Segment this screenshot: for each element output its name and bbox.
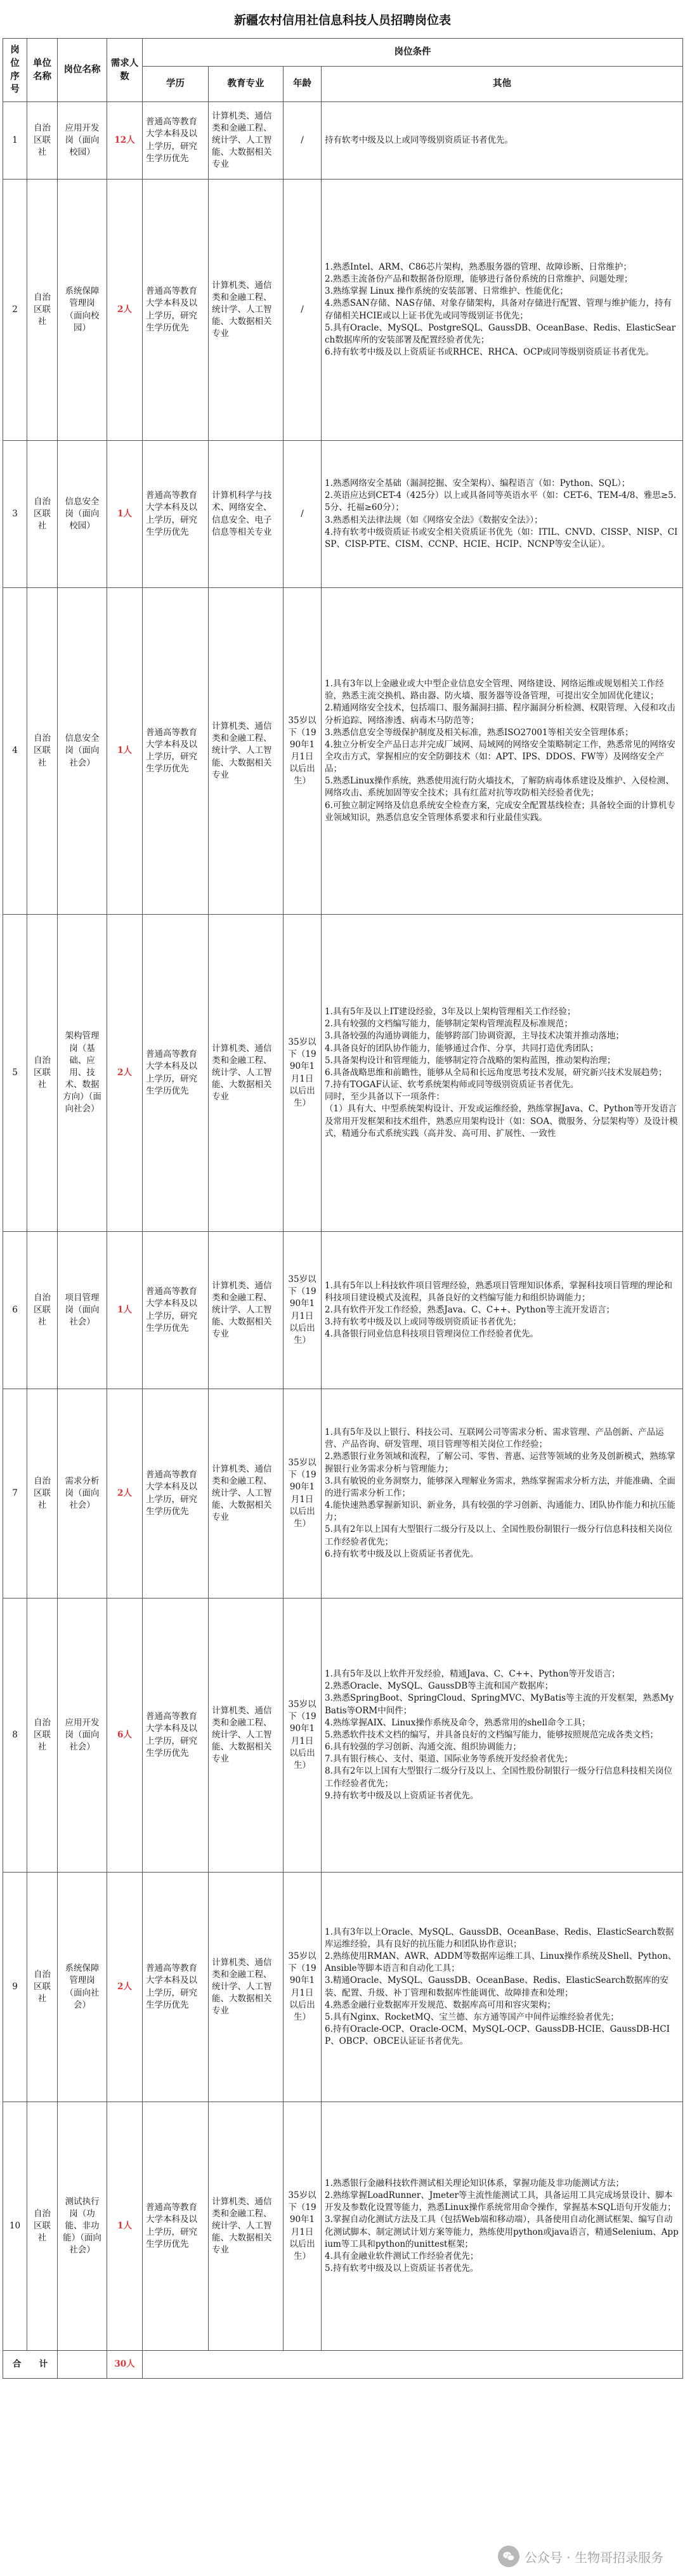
header-post: 岗位名称 [58,39,107,102]
condition-line: 2.熟练掌握LoadRunner、Jmeter等主流性能测试工具，具备运用工具完成场景设计、脚本开发及参数化设置等能力，熟悉Linux操作系统常用命令操作，掌握基本SQL语句开发能力； [325,2190,676,2213]
condition-line: 2.具有较强的文档编写能力，能够制定架构管理流程及标准规范； [325,1019,573,1030]
condition-line: 5.持有软考中级及以上资质证书者优先。 [325,2263,479,2273]
condition-line: 4.具有金融业软件测试工作经验者优先； [325,2251,479,2261]
condition-line: 4.能快速熟悉掌握新知识、新业务，具有较强的学习创新、沟通能力、团队协作能力和抗压能力； [325,1500,675,1523]
condition-line: 5.具有2年以上国有大型银行二级分行及以上、全国性股份制银行一级分行信息科技相关岗位工作经验者优先； [325,1524,672,1547]
cell-other [322,102,683,180]
cell-other [322,2102,683,2351]
condition-line: 3.精通Oracle、MySQL、GaussDB、OceanBase、Redis、ElasticSearch数据库的安装、配置、升级、补丁管理和数据库性能调优、故障排查和处理； [325,1975,669,1998]
cell-unit: 自治区联社 [27,588,58,915]
condition-line: 4.熟悉金融行业数据库开发规范、数据库高可用和容灾架构； [325,1999,556,2010]
cell-seq: 10 [3,2102,27,2351]
cell-major: 计算机类、通信类和金融工程、统计学、人工智能、大数据相关专业 [209,1232,284,1389]
table-row [3,915,683,1232]
cell-edu: 普通高等教育大学本科及以上学历，研究生学历优先 [143,1873,209,2102]
table-row [3,102,683,180]
header-major: 教育专业 [209,67,284,102]
condition-line: 2.具有软件开发工作经验，熟悉Java、C、C++、Python等主流开发语言； [325,1304,615,1315]
header-count: 需求人数 [107,39,143,102]
cell-age: 35岁以下（1990年1月1日以后出生） [284,2102,322,2351]
condition-line: 2.精通网络安全技术，包括端口、服务漏洞扫描、程序漏洞分析检测、权限管理、入侵和攻击分析追踪、网络渗透、病毒木马防范等； [325,703,675,726]
cell-major: 计算机类、通信类和金融工程、统计学、人工智能、大数据相关专业 [209,1599,284,1873]
cell-age: / [284,180,322,441]
condition-line: 5.具有Nginx、RocketMQ、宝兰德、东方通等国产中间件运维经验者优先； [325,2011,619,2022]
cell-seq: 8 [3,1599,27,1873]
cell-other [322,1232,683,1389]
cell-age: 35岁以下（1990年1月1日以后出生） [284,1873,322,2102]
header-seq: 岗位序号 [3,39,27,102]
cell-seq: 9 [3,1873,27,2102]
cell-post: 应用开发岗（面向社会） [58,1599,107,1873]
cell-count: 1人 [107,588,143,915]
condition-line: 1.具有5年以上科技软件项目管理经验，熟悉项目管理知识体系，掌握科技项目管理的理论和科技项目建设模式及流程，具备良好的文档编写能力和组织协调能力； [325,1280,672,1303]
cell-age: 35岁以下（1990年1月1日以后出生） [284,1232,322,1389]
cell-edu: 普通高等教育大学本科及以上学历，研究生学历优先 [143,102,209,180]
table-row [3,2102,683,2351]
cell-other [322,1873,683,2102]
condition-line: 3.熟悉相关法律法规（如《网络安全法》《数据安全法》）； [325,514,543,525]
total-row [3,2351,683,2379]
cell-edu: 普通高等教育大学本科及以上学历，研究生学历优先 [143,915,209,1232]
cell-post: 系统保障管理岗（面向社会） [58,1873,107,2102]
cell-seq: 5 [3,915,27,1232]
condition-line: 6.可独立制定网络及信息系统安全检查方案，完成安全配置基线检查；具备较全面的计算机专业领域知识，熟悉信息安全管理体系要求和行业最佳实践。 [325,800,675,823]
cell-post: 信息安全岗（面向校园） [58,441,107,588]
condition-line: 同时，至少具备以下一项条件： [325,1092,445,1102]
cell-other [322,915,683,1232]
condition-line: 6.持有软考中级及以上资质证书或RHCE、RHCA、OCP或同等级别资质证书者优先。 [325,346,654,357]
cell-major: 计算机类、通信类和金融工程、统计学、人工智能、大数据相关专业 [209,180,284,441]
condition-line: （1）具有大、中型系统架构设计、开发或运维经验，熟练掌握Java、C、Python等开发语言及常用开发框架和技术组件，熟悉应用架构设计（如：SOA、微服务、分层架构等）及设计模式，精通分布式系统实践（高并发、高可用、扩展性、一致性 [325,1104,678,1139]
condition-line: 9.持有软考中级及以上资质证书者优先。 [325,1790,479,1801]
cell-count: 1人 [107,441,143,588]
condition-line: 7.持有TOGAF认证、软考系统架构师或同等级别资质证书者优先。 [325,1080,579,1090]
cell-count: 1人 [107,1232,143,1389]
wechat-icon [498,2546,519,2567]
cell-edu: 普通高等教育大学本科及以上学历，研究生学历优先 [143,588,209,915]
document-title: 新疆农村信用社信息科技人员招聘岗位表 [233,13,451,27]
condition-line: 2.熟悉银行业务领域和流程，了解公司、零售、普惠、运营等领域的业务及创新模式，熟练掌握银行业务需求分析与管理能力； [325,1451,675,1474]
header-edu: 学历 [143,67,209,102]
cell-major: 计算机科学与技术、网络安全、信息安全、电子信息等相关专业 [209,441,284,588]
condition-line: 4.熟练掌握AIX、Linux操作系统及命令，熟悉常用的shell命令工具； [325,1717,590,1728]
cell-edu: 普通高等教育大学本科及以上学历，研究生学历优先 [143,180,209,441]
condition-line: 5.熟悉软件技术文档的编写，并具备良好的文档编写能力，能够按照规范完成各类文档； [325,1729,658,1740]
condition-line: 7.具有银行核心、支付、渠道、国际业务等系统开发经验者优先； [325,1754,573,1765]
cell-seq: 1 [3,102,27,180]
condition-line: 1.具有5年及以上软件开发经验，精通Java、C、C++、Python等开发语言； [325,1669,620,1680]
table-row [3,588,683,915]
cell-other [322,180,683,441]
cell-major: 计算机类、通信类和金融工程、统计学、人工智能、大数据相关专业 [209,588,284,915]
cell-unit: 自治区联社 [27,102,58,180]
cell-edu: 普通高等教育大学本科及以上学历，研究生学历优先 [143,1389,209,1599]
cell-age: 35岁以下（1990年1月1日以后出生） [284,1389,322,1599]
cell-post: 项目管理岗（面向社会） [58,1232,107,1389]
table-body [3,102,683,2351]
table-row [3,441,683,588]
cell-count: 1人 [107,2102,143,2351]
cell-post: 应用开发岗（面向校园） [58,102,107,180]
cell-age: / [284,102,322,180]
cell-unit: 自治区联社 [27,1599,58,1873]
cell-seq: 6 [3,1232,27,1389]
cell-unit: 自治区联社 [27,180,58,441]
condition-line: 1.具有5年及以上IT建设经验，3年及以上架构管理相关工作经验； [325,1007,576,1017]
cell-major: 计算机类、通信类和金融工程、统计学、人工智能、大数据相关专业 [209,1873,284,2102]
total-filler [143,2351,683,2379]
condition-line: 1.具有3年以上Oracle、MySQL、GaussDB、OceanBase、Redis、ElasticSearch数据库运维经验，具有良好的抗压能力和团队协作意识； [325,1926,674,1949]
total-label-1: 合 [12,2358,22,2369]
cell-unit: 自治区联社 [27,915,58,1232]
cell-post: 需求分析岗（面向社会） [58,1389,107,1599]
cell-count: 2人 [107,915,143,1232]
watermark [498,2544,663,2569]
cell-count: 2人 [107,180,143,441]
cell-other [322,1599,683,1873]
cell-count: 12人 [107,102,143,180]
header-conditions: 岗位条件 [143,39,683,67]
cell-other [322,1389,683,1599]
cell-unit: 自治区联社 [27,1389,58,1599]
cell-edu: 普通高等教育大学本科及以上学历，研究生学历优先 [143,1599,209,1873]
condition-line: 5.具有Oracle、MySQL、PostgreSQL、GaussDB、OceanBase、Redis、ElasticSearch数据库所的安装部署及配置经验者优先； [325,322,676,345]
condition-line: 3.熟悉SpringBoot、SpringCloud、SpringMVC、MyBatis等主流的开发框架，熟悉MyBatis等ORM中间件； [325,1693,674,1716]
cell-seq: 2 [3,180,27,441]
table-row [3,1599,683,1873]
cell-age: 35岁以下（1990年1月1日以后出生） [284,588,322,915]
condition-line: 持有软考中级及以上或同等级别资质证书者优先。 [325,134,513,145]
condition-line: 1.熟悉银行金融科技软件测试相关理论知识体系，掌握功能及非功能测试方法； [325,2178,624,2188]
cell-unit: 自治区联社 [27,441,58,588]
header-age: 年龄 [284,67,322,102]
condition-line: 4.具备银行同业信息科技项目管理岗位工作经验者优先。 [325,1329,538,1340]
cell-major: 计算机类、通信类和金融工程、统计学、人工智能、大数据相关专业 [209,2102,284,2351]
cell-post: 信息安全岗（面向社会） [58,588,107,915]
condition-line: 6.持有软考中级及以上资质证书者优先。 [325,1548,479,1559]
cell-seq: 4 [3,588,27,915]
cell-count: 2人 [107,1389,143,1599]
condition-line: 4.持有软考中级资质证书或安全相关资质证书优先（如：ITIL、CNVD、CISSP、NISP、CISP、CISP-PTE、CISM、CCNP、HCIE、HCIP、NCNP等安全认证）。 [325,526,678,549]
cell-post: 架构管理岗（基础、应用、技术、数据方向）（面向社会） [58,915,107,1232]
cell-major: 计算机类、通信类和金融工程、统计学、人工智能、大数据相关专业 [209,102,284,180]
total-blank [58,2351,107,2379]
header-unit: 单位名称 [27,39,58,102]
cell-post: 系统保障管理岗（面向校园） [58,180,107,441]
cell-age: 35岁以下（1990年1月1日以后出生） [284,1599,322,1873]
condition-line: 3.具有敏锐的业务洞察力，能够深入理解业务需求，熟练掌握需求分析方法，并能准确、全面的进行需求分析工作； [325,1475,675,1498]
condition-line: 4.独立分析安全产品日志并完成厂域网、局域网的网络安全策略制定工作，熟悉常见的网络安全攻击方式，掌握相应的安全防御技术（如：APT、IPS、DDOS、FW等）及网络安全产品； [325,739,675,775]
condition-line: 8.具有2年以上国有大型银行二级分行及以上、全国性股份制银行一级分行信息科技相关岗位工作经验者优先； [325,1766,672,1789]
table-row [3,180,683,441]
condition-line: 1.具有5年及以上银行、科技公司、互联网公司等需求分析、需求管理、产品创新、产品运营、产品咨询、研发管理、项目管理等相关岗位工作经验； [325,1427,664,1450]
condition-line: 6.具备战略思维和前瞻性，能够从全局和长远角度思考技术发展，研究新兴技术发展趋势； [325,1067,667,1078]
header-other: 其他 [322,67,683,102]
cell-age: / [284,441,322,588]
condition-line: 3.熟悉信息安全等级保护制度及相关标准，熟悉ISO27001等相关安全管理体系； [325,727,634,738]
cell-seq: 7 [3,1389,27,1599]
condition-line: 3.掌握自动化测试方法及工具（包括Web端和移动端），具备使用自动化测试框架、编写自动化测试脚本、制定测试计划方案等能力，熟练使用python或java语言，精通Selenium、Appium等工具和python的unittest框架； [325,2214,679,2249]
total-label-2: 计 [39,2358,48,2369]
cell-unit: 自治区联社 [27,1232,58,1389]
cell-unit: 自治区联社 [27,2102,58,2351]
condition-line: 2.熟练使用RMAN、AWR、ADDM等数据库运维工具、Linux操作系统及Shell、Python、Ansible等脚本语言和自动化工具； [325,1951,677,1974]
condition-line: 2.熟悉主流备份产品和数据备份原理，能够进行备份系统的日常维护、问题处理； [325,274,633,285]
condition-line: 5.熟悉Linux操作系统，熟悉使用流行防火墙技术，了解防病毒体系建设及维护、入侵检测、网络攻击、系统加固等安全技术；具有红蓝对抗等攻防相关经验者优先； [325,776,674,799]
cell-count: 6人 [107,1599,143,1873]
recruitment-table [3,38,683,2379]
condition-line: 3.持有软考中级及以上或同等级别资质证书者优先； [325,1317,521,1328]
table-row [3,1389,683,1599]
condition-line: 6.持有Oracle-OCP、Oracle-OCM、MySQL-OCP、GaussDB-HCIE、GaussDB-HCIP、OBCP、OBCE认证证书者优先。 [325,2024,670,2047]
condition-line: 1.熟悉Intel、ARM、C86芯片架构，熟悉服务器的管理、故障诊断、日常维护； [325,261,632,272]
condition-line: 1.具有3年以上金融业或大中型企业信息安全管理、网络建设、网络运维或规划相关工作经验，熟悉主流交换机、路由器、防火墙、服务器等设备管理，可提出安全加固优化建议； [325,679,664,702]
cell-seq: 3 [3,441,27,588]
table-row [3,1232,683,1389]
cell-major: 计算机类、通信类和金融工程、统计学、人工智能、大数据相关专业 [209,915,284,1232]
condition-line: 2.熟悉Oracle、MySQL、GaussDB等主流和国产数据库； [325,1681,554,1692]
condition-line: 2.英语应达到CET-4（425分）以上或具备同等英语水平（如：CET-6、TEM-4/8、雅思≥5.5分、托福≥60分）； [325,490,677,513]
cell-edu: 普通高等教育大学本科及以上学历，研究生学历优先 [143,1232,209,1389]
cell-age: 35岁以下（1990年1月1日以后出生） [284,915,322,1232]
cell-other [322,441,683,588]
cell-post: 测试执行岗（功能、非功能）（面向社会） [58,2102,107,2351]
condition-line: 4.熟悉SAN存储、NAS存储、对象存储架构，具备对存储进行配置、管理与维护能力，持有存储相关HCIE或以上证书优先或同等级别证书优先； [325,298,672,321]
condition-line: 6.具有较强的学习创新、沟通交流、组织协调能力； [325,1742,521,1753]
cell-edu: 普通高等教育大学本科及以上学历，研究生学历优先 [143,2102,209,2351]
cell-unit: 自治区联社 [27,1873,58,2102]
condition-line: 1.熟悉网络安全基础（漏洞挖掘、安全架构）、编程语言（如：Python、SQL）； [325,478,630,489]
condition-line: 4.具备良好的团队协作能力，能够通过合作、分享，共同打造优秀团队； [325,1043,599,1054]
condition-line: 3.熟练掌握 Linux 操作系统的安装部署、日常维护、性能优化； [325,286,568,297]
total-label [3,2351,58,2379]
cell-count: 2人 [107,1873,143,2102]
table-row [3,1873,683,2102]
cell-other [322,588,683,915]
total-count: 30人 [107,2351,143,2379]
cell-major: 计算机类、通信类和金融工程、统计学、人工智能、大数据相关专业 [209,1389,284,1599]
condition-line: 5.具备架构设计和管理能力，能够制定符合战略的架构蓝图，推动架构治理； [325,1055,616,1066]
cell-edu: 普通高等教育大学本科及以上学历，研究生学历优先 [143,441,209,588]
condition-line: 3.具备较强的沟通协调能力，能够跨部门协调资源，主导技术决策并推动落地； [325,1031,624,1042]
watermark-text: 公众号 · 生物哥招录服务 [524,2549,663,2565]
